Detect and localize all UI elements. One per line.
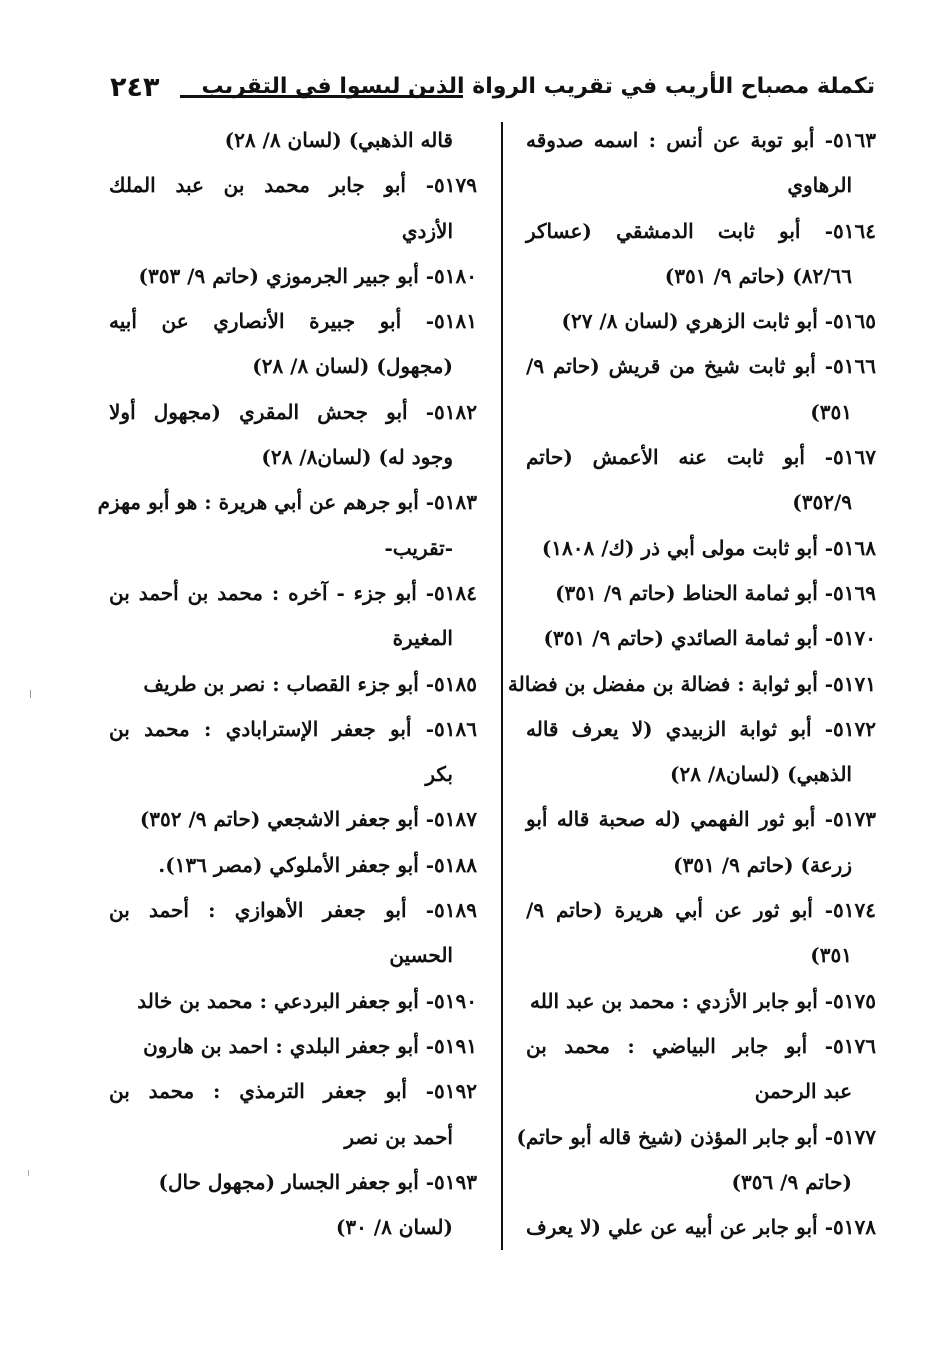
entry-line: ٣٥١): [810, 943, 852, 968]
entry-line: -تقريب-: [384, 535, 453, 560]
entry-line: (حاتم ٩/ ٣٥٦): [731, 1169, 852, 1194]
entry-line: ٥١٧٨- أبو جابر عن أبيه عن علي (لا يعرف: [526, 1215, 876, 1240]
right-column: [507, 118, 876, 1250]
entry-line: ٥١٨٦- أبو جعفر الإسترابادي : محمد بن: [109, 716, 477, 741]
header-rule: [180, 95, 463, 98]
entry-line: ٥١٨١- أبو جبيرة الأنصاري عن أبيه: [109, 309, 477, 334]
entry-line: ٥١٨٠- أبو جبير الجرموزي (حاتم ٩/ ٣٥٣): [138, 263, 477, 288]
entry-line: ٥١٨٩- أبو جعفر الأهوازي : أحمد بن: [109, 898, 477, 923]
scan-artifact: [28, 1170, 29, 1176]
left-column: [97, 118, 477, 1250]
entry-line: ٥١٨٧- أبو جعفر الاشجعي (حاتم ٩/ ٣٥٢): [139, 807, 477, 832]
entry-line: ٥١٦٥- أبو ثابت الزهري (لسان ٨/ ٢٧): [561, 309, 876, 334]
entry-line: ٣٥١): [810, 399, 852, 424]
entry-line: ٥١٦٣- أبو توبة عن أنس : اسمه صدوقه: [526, 128, 876, 152]
column-divider: [501, 122, 503, 1250]
entry-line: ٥١٧٥- أبو جابر الأزدي : محمد بن عبد الله: [530, 988, 876, 1013]
entry-line: ٥١٧١- أبو ثوابة : فضالة بن مفضل بن فضالة: [507, 671, 876, 696]
entry-line: ٥١٧٢- أبو ثوابة الزبيدي (لا يعرف قاله: [526, 716, 876, 741]
entry-line: ٥١٦٧- أبو ثابت عنه الأعمش (حاتم: [526, 445, 876, 470]
entry-line: ٥١٧٣- أبو ثور الفهمي (له صحبة قاله أبو: [526, 807, 876, 832]
page-number: ٢٤٣: [110, 72, 160, 103]
entry-line: عبد الرحمن: [754, 1079, 852, 1104]
book-title: تكملة مصباح الأريب في تقريب الرواة الذين ليسوا في التقريب: [201, 74, 875, 99]
entry-line: ٥١٨٤- أبو جزء - آخره : محمد بن أحمد بن: [109, 580, 477, 605]
entry-line: ٥١٧٧- أبو جابر المؤذن (شيخ قاله أبو حاتم): [516, 1124, 876, 1149]
entry-line: ٣٥٢/٩): [792, 490, 852, 515]
entry-line: المغيرة: [392, 626, 453, 651]
entry-line: ٨٢/٦٦) (حاتم ٩/ ٣٥١): [664, 263, 852, 288]
entry-line: ٥١٦٤- أبو ثابت الدمشقي (عساكر: [526, 218, 876, 243]
entry-line: ٥١٩٢- أبو جعفر الترمذي : محمد بن: [109, 1079, 477, 1104]
entry-line: الحسين: [389, 943, 453, 968]
entry-line: الرهاوي: [787, 173, 852, 198]
entry-line: (مجهول) (لسان ٨/ ٢٨): [252, 354, 453, 379]
entry-line: (لسان ٨/ ٣٠): [335, 1215, 453, 1240]
entry-line: ٥١٩٠- أبو جعفر البردعي : محمد بن خالد: [137, 988, 477, 1013]
entry-line: زرعة) (حاتم ٩/ ٣٥١): [673, 852, 852, 877]
entry-line: ٥١٦٨- أبو ثابت مولى أبي ذر (ك/ ١٨٠٨): [541, 535, 876, 560]
entry-line: ٥١٧٦- أبو جابر البياضي : محمد بن: [526, 1033, 876, 1058]
entry-line: ٥١٩١- أبو جعفر البلدي : احمد بن هارون: [143, 1033, 477, 1058]
entry-line: أحمد بن نصر: [344, 1124, 453, 1149]
entry-line: ٥١٦٦- أبو ثابت شيخ من قريش (حاتم ٩/: [526, 354, 876, 379]
entry-line: ٥١٩٣- أبو جعفر الجسار (مجهول حال): [158, 1169, 477, 1194]
entry-line: ٥١٨٢- أبو جحش المقري (مجهول أولا: [109, 399, 477, 424]
entry-line: ٥١٨٣- أبو جرهم عن أبي هريرة : هو أبو مهزم: [97, 490, 477, 515]
entry-line: ٥١٨٨- أبو جعفر الأملوكي (مصر ١٣٦).: [158, 852, 477, 877]
entry-line: ٥١٨٥- أبو جزء القصاب : نصر بن طريف: [143, 671, 477, 696]
entry-line: ٥١٦٩- أبو ثمامة الحناط (حاتم ٩/ ٣٥١): [555, 580, 876, 605]
scan-artifact: [30, 690, 31, 698]
entry-line: الذهبي) (لسان٨/ ٢٨): [670, 762, 852, 787]
entry-line: قاله الذهبي) (لسان ٨/ ٢٨): [224, 128, 453, 152]
running-header: [100, 72, 875, 116]
entry-line: ٥١٧٤- أبو ثور عن أبي هريرة (حاتم ٩/: [526, 898, 876, 923]
entry-line: ٥١٧٩- أبو جابر محمد بن عبد الملك: [109, 173, 477, 198]
entry-line: ٥١٧٠- أبو ثمامة الصائدي (حاتم ٩/ ٣٥١): [543, 626, 876, 651]
entry-line: وجود له) (لسان٨/ ٢٨): [261, 445, 453, 470]
entry-line: بكر: [425, 762, 453, 787]
entry-line: الأزدي: [401, 218, 453, 243]
